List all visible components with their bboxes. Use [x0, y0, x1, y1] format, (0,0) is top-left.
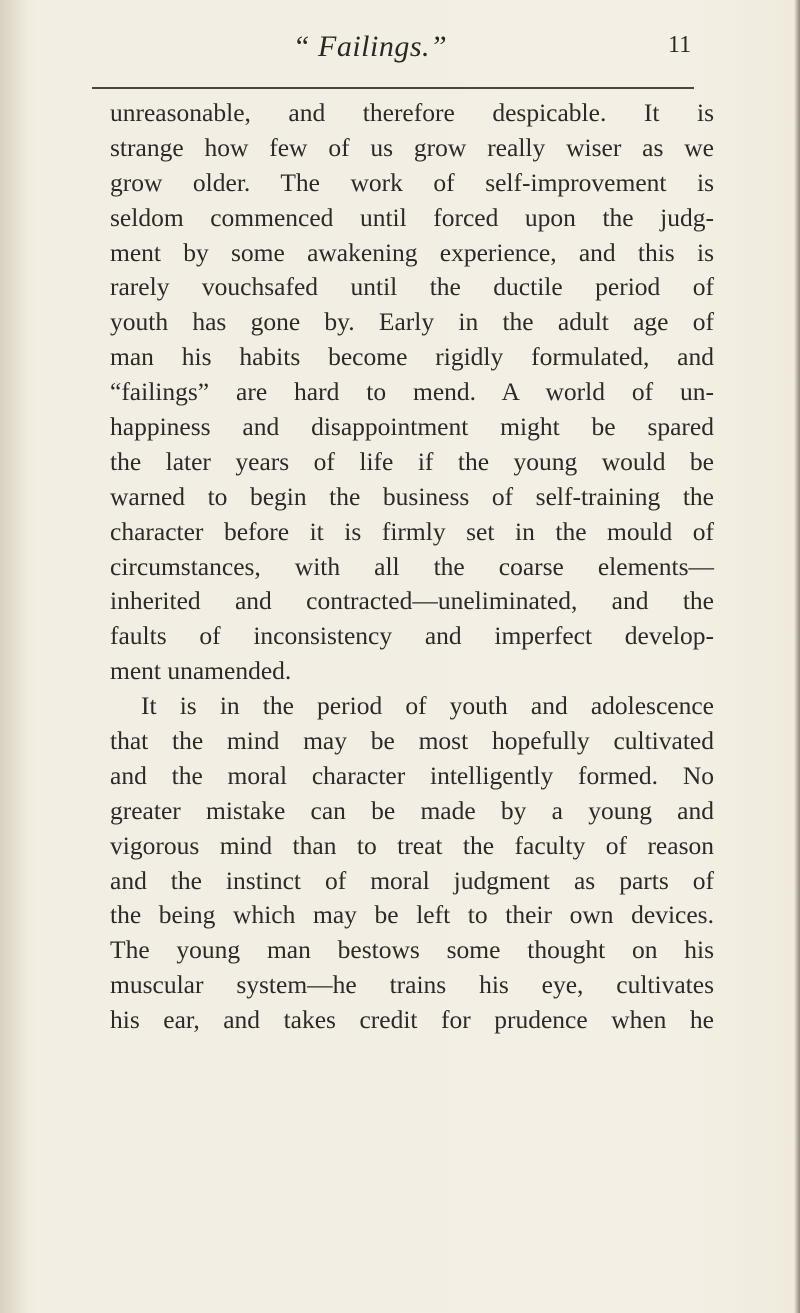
text-line: grow older. The work of self-improvement is [110, 167, 714, 197]
text-line: and the moral character intelligently formed. No [110, 760, 714, 790]
text-line: vigorous mind than to treat the faculty of reason [110, 830, 714, 860]
text-line: ment unamended. [110, 656, 292, 686]
running-header [0, 30, 800, 70]
text-line: man his habits become rigidly formulated, and [110, 342, 714, 372]
header-rule [92, 87, 694, 89]
text-line: ment by some awakening experience, and this is [110, 237, 714, 267]
text-line: The young man bestows some thought on his [110, 935, 714, 965]
text-line: greater mistake can be made by a young and [110, 795, 714, 825]
text-line: happiness and disappointment might be spared [110, 412, 714, 442]
body-text [110, 96, 714, 1038]
text-line: character before it is firmly set in the mould of [110, 516, 714, 546]
text-line: the later years of life if the young would be [110, 446, 714, 476]
text-line: his ear, and takes credit for prudence when he [110, 1005, 714, 1035]
text-line: warned to begin the business of self-training the [110, 481, 714, 511]
text-line: seldom commenced until forced upon the judg- [110, 202, 714, 232]
running-title: “ Failings.” [292, 30, 448, 63]
text-line: that the mind may be most hopefully cultivated [110, 726, 714, 756]
text-line: “failings” are hard to mend. A world of un- [110, 377, 714, 407]
text-line: muscular system—he trains his eye, cultivates [110, 970, 714, 1000]
text-line: rarely vouchsafed until the ductile period of [110, 272, 714, 302]
text-line: and the instinct of moral judgment as parts of [110, 865, 714, 895]
text-line: circumstances, with all the coarse elements— [110, 551, 714, 581]
page-edge [794, 0, 800, 1313]
text-line: It is in the period of youth and adolescence [141, 691, 714, 721]
text-line: unreasonable, and therefore despicable. It is [110, 98, 714, 127]
text-line: strange how few of us grow really wiser as we [110, 132, 714, 162]
gutter-shadow [0, 0, 28, 1313]
text-line: youth has gone by. Early in the adult age of [110, 307, 714, 337]
text-line: faults of inconsistency and imperfect develop- [110, 621, 714, 651]
text-line: the being which may be left to their own devices. [110, 900, 714, 930]
text-line: inherited and contracted—uneliminated, and the [110, 586, 714, 616]
page-number: 11 [668, 32, 692, 58]
